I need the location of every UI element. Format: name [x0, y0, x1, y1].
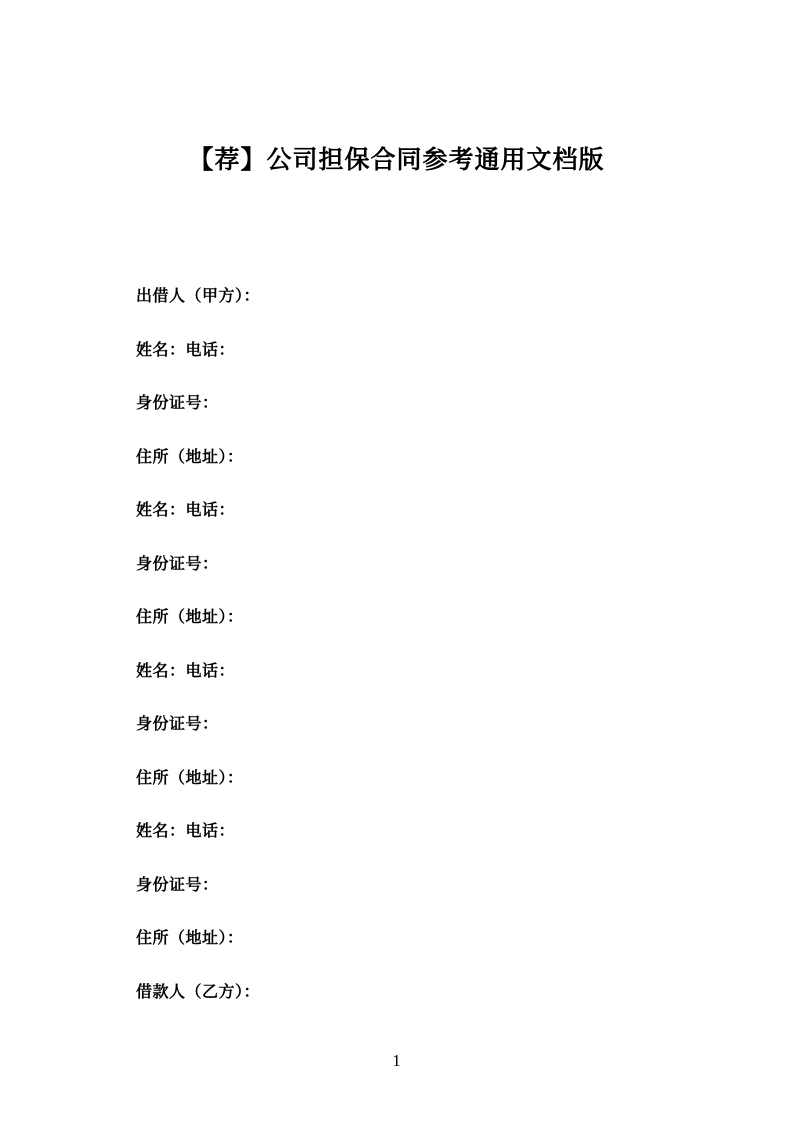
line-name-phone: 姓名：电话： — [136, 823, 236, 840]
page-number: 1 — [392, 1051, 401, 1070]
line-lender-party-a: 出借人（甲方）： — [136, 288, 261, 305]
line-address: 住所（地址）： — [136, 930, 244, 947]
line-address: 住所（地址）： — [136, 769, 244, 787]
line-id-number: 身份证号： — [136, 395, 219, 412]
line-address: 住所（地址）： — [136, 609, 244, 626]
line-name-phone: 姓名：电话： — [136, 662, 236, 680]
document-body — [136, 289, 713, 1038]
line-id-number: 身份证号： — [136, 716, 219, 733]
line-borrower-party-b: 借款人（乙方）： — [136, 983, 261, 1001]
line-id-number: 身份证号： — [136, 876, 219, 894]
line-name-phone: 姓名：电话： — [136, 502, 236, 519]
document-title: 【荐】公司担保合同参考通用文档版 — [188, 146, 605, 174]
line-address: 住所（地址）： — [136, 448, 244, 466]
line-name-phone: 姓名：电话： — [136, 341, 236, 359]
line-id-number: 身份证号： — [136, 555, 219, 573]
